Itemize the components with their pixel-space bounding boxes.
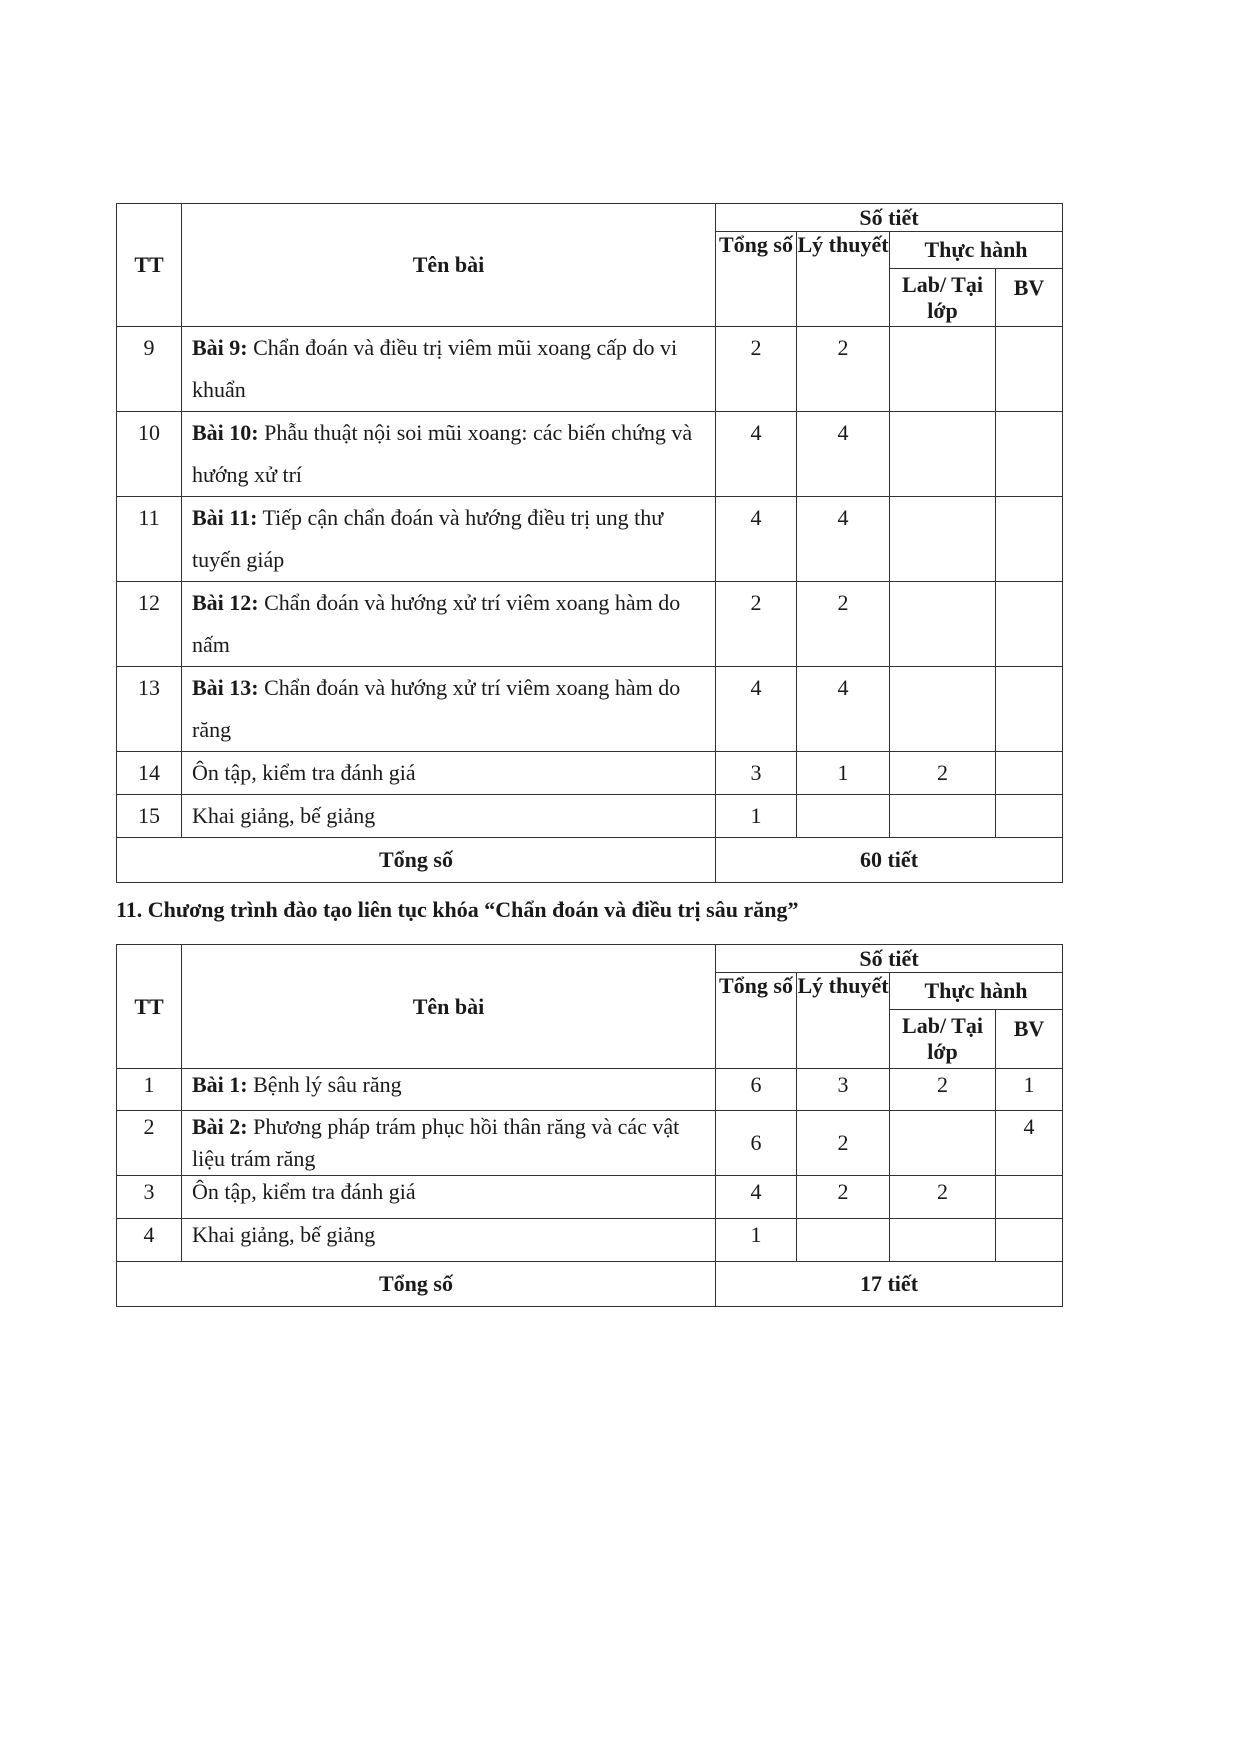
theory-hours: 1 [797,752,890,795]
header-tong-so: Tổng số [716,973,797,1069]
total-hours: 4 [716,412,797,497]
lab-hours [890,1219,996,1262]
table-row [117,327,1063,412]
total-hours: 6 [716,1069,797,1111]
lesson-title: Chẩn đoán và hướng xử trí viêm xoang hàm do răng [192,675,681,742]
header-so-tiet: Số tiết [716,204,1063,232]
row-number: 12 [117,582,182,667]
header-lab: Lab/ Tại lớp [890,269,996,327]
lesson-name [182,412,716,497]
total-hours: 4 [716,497,797,582]
lesson-label: Bài 12: [192,590,259,615]
table-row [117,497,1063,582]
row-number: 9 [117,327,182,412]
header-name: Tên bài [182,204,716,327]
lab-hours [890,795,996,838]
header-ly-thuyet: Lý thuyết [797,232,890,327]
row-number: 1 [117,1069,182,1111]
hospital-hours [996,1219,1063,1262]
row-number: 11 [117,497,182,582]
lab-hours [890,667,996,752]
lesson-label: Bài 10: [192,420,259,445]
lesson-label: Bài 13: [192,675,259,700]
table-body [117,327,1063,883]
lab-hours [890,1111,996,1176]
table-row [117,752,1063,795]
table-body [117,1069,1063,1307]
table-row [117,1219,1063,1262]
total-row [117,838,1063,883]
theory-hours: 2 [797,1176,890,1219]
hospital-hours [996,327,1063,412]
theory-hours: 4 [797,412,890,497]
lesson-title: Khai giảng, bế giảng [192,1222,376,1247]
theory-hours: 3 [797,1069,890,1111]
lesson-title: Ôn tập, kiểm tra đánh giá [192,1179,416,1204]
lesson-title: Phương pháp trám phục hồi thân răng và các vật liệu trám răng [192,1114,680,1171]
lab-hours: 2 [890,1176,996,1219]
total-hours: 1 [716,1219,797,1262]
lesson-label: Bài 1: [192,1072,248,1097]
theory-hours: 4 [797,667,890,752]
header-ly-thuyet: Lý thuyết [797,973,890,1069]
total-hours: 2 [716,327,797,412]
total-hours: 6 [716,1111,797,1176]
header-thuc-hanh: Thực hành [890,973,1063,1010]
lesson-title: Phẫu thuật nội soi mũi xoang: các biến chứng và hướng xử trí [192,420,693,487]
lesson-name [182,1069,716,1111]
hospital-hours [996,667,1063,752]
lesson-label: Bài 9: [192,335,248,360]
theory-hours: 4 [797,497,890,582]
theory-hours: 2 [797,1111,890,1176]
header-bv: BV [996,269,1063,327]
section-heading: 11. Chương trình đào tạo liên tục khóa “Chẩn đoán và điều trị sâu răng” [116,897,799,922]
lab-hours [890,327,996,412]
total-hours: 4 [716,1176,797,1219]
lab-hours [890,412,996,497]
hospital-hours [996,412,1063,497]
lab-hours [890,497,996,582]
total-hours: 3 [716,752,797,795]
lesson-name [182,1111,716,1176]
header-tt: TT [117,204,182,327]
row-number: 13 [117,667,182,752]
hospital-hours [996,752,1063,795]
table-row [117,582,1063,667]
header-tt: TT [117,945,182,1069]
lesson-name [182,667,716,752]
table-row [117,1069,1063,1111]
lesson-name [182,327,716,412]
lab-hours: 2 [890,1069,996,1111]
table-row [117,795,1063,838]
curriculum-table-2 [116,944,1063,1307]
lesson-name [182,582,716,667]
total-row [117,1262,1063,1307]
theory-hours: 2 [797,582,890,667]
row-number: 10 [117,412,182,497]
lesson-title: Chẩn đoán và hướng xử trí viêm xoang hàm do nấm [192,590,681,657]
table-row [117,667,1063,752]
lesson-title: Khai giảng, bế giảng [192,803,376,828]
table-row [117,412,1063,497]
theory-hours: 2 [797,327,890,412]
hospital-hours [996,795,1063,838]
theory-hours [797,795,890,838]
lesson-name [182,1176,716,1219]
total-hours: 2 [716,582,797,667]
row-number: 14 [117,752,182,795]
lesson-name [182,497,716,582]
hospital-hours [996,1176,1063,1219]
lesson-title: Chẩn đoán và điều trị viêm mũi xoang cấp do vi khuẩn [192,335,678,402]
theory-hours [797,1219,890,1262]
lesson-name [182,752,716,795]
hospital-hours: 1 [996,1069,1063,1111]
lesson-name [182,795,716,838]
header-lab: Lab/ Tại lớp [890,1010,996,1069]
lesson-title: Tiếp cận chẩn đoán và hướng điều trị ung thư tuyến giáp [192,505,664,572]
lab-hours: 2 [890,752,996,795]
header-name: Tên bài [182,945,716,1069]
lesson-title: Bệnh lý sâu răng [247,1072,402,1097]
table-row [117,1111,1063,1176]
lesson-label: Bài 2: [192,1114,248,1139]
row-number: 15 [117,795,182,838]
header-bv: BV [996,1010,1063,1069]
lesson-name [182,1219,716,1262]
table-row [117,1176,1063,1219]
lesson-title: Ôn tập, kiểm tra đánh giá [192,760,416,785]
total-hours: 1 [716,795,797,838]
curriculum-table-1 [116,203,1063,883]
hospital-hours [996,497,1063,582]
header-so-tiet: Số tiết [716,945,1063,973]
lab-hours [890,582,996,667]
total-hours: 4 [716,667,797,752]
total-label: Tổng số [117,838,716,883]
row-number: 3 [117,1176,182,1219]
header-thuc-hanh: Thực hành [890,232,1063,269]
lesson-label: Bài 11: [192,505,258,530]
total-value: 60 tiết [716,838,1063,883]
row-number: 2 [117,1111,182,1176]
hospital-hours [996,582,1063,667]
total-label: Tổng số [117,1262,716,1307]
total-value: 17 tiết [716,1262,1063,1307]
header-tong-so: Tổng số [716,232,797,327]
hospital-hours: 4 [996,1111,1063,1176]
row-number: 4 [117,1219,182,1262]
